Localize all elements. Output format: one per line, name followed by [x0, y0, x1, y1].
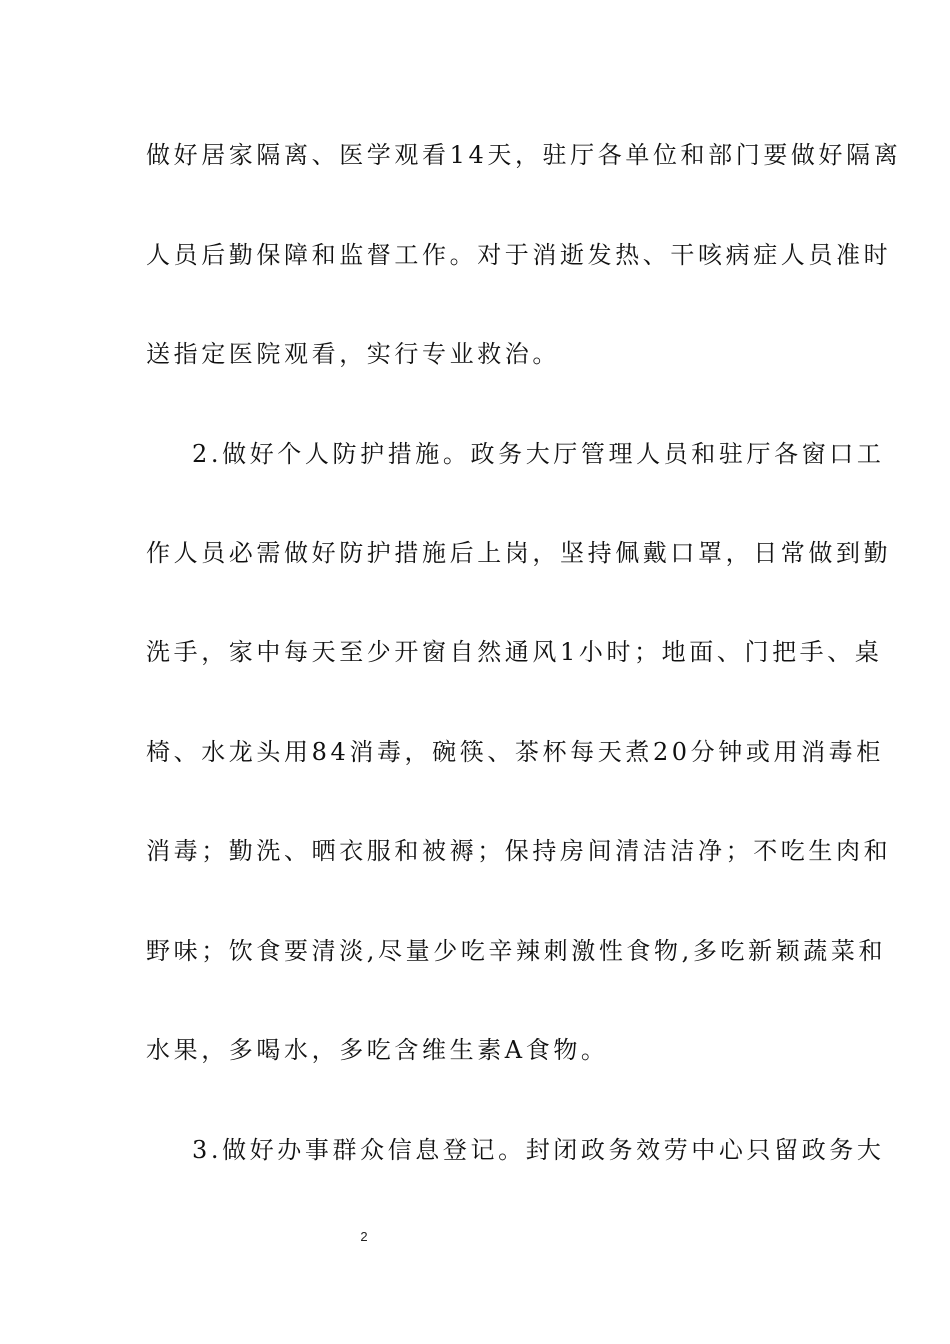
- text-line-10: 水果，多喝水，多吃含维生素A食物。: [146, 1036, 609, 1064]
- text-line-11: 3.做好办事群众信息登记。封闭政务效劳中心只留政务大: [192, 1136, 885, 1164]
- text-line-2: 人员后勤保障和监督工作。对于消逝发热、干咳病症人员准时: [146, 241, 892, 269]
- text-line-9: 野味；饮食要清淡,尽量少吃辛辣刺激性食物,多吃新颖蔬菜和: [146, 937, 887, 965]
- text-line-4: 2.做好个人防护措施。政务大厅管理人员和驻厅各窗口工: [192, 440, 885, 468]
- text-line-8: 消毒；勤洗、晒衣服和被褥；保持房间清洁洁净；不吃生肉和: [146, 837, 892, 865]
- page-number: 2: [360, 1229, 368, 1244]
- text-line-5: 作人员必需做好防护措施后上岗，坚持佩戴口罩，日常做到勤: [146, 539, 892, 567]
- text-line-3: 送指定医院观看，实行专业救治。: [146, 340, 560, 368]
- text-line-1: 做好居家隔离、医学观看14天，驻厅各单位和部门要做好隔离: [146, 141, 902, 169]
- text-line-7: 椅、水龙头用84消毒，碗筷、茶杯每天煮20分钟或用消毒柜: [146, 738, 884, 766]
- text-line-6: 洗手，家中每天至少开窗自然通风1小时；地面、门把手、桌: [146, 638, 883, 666]
